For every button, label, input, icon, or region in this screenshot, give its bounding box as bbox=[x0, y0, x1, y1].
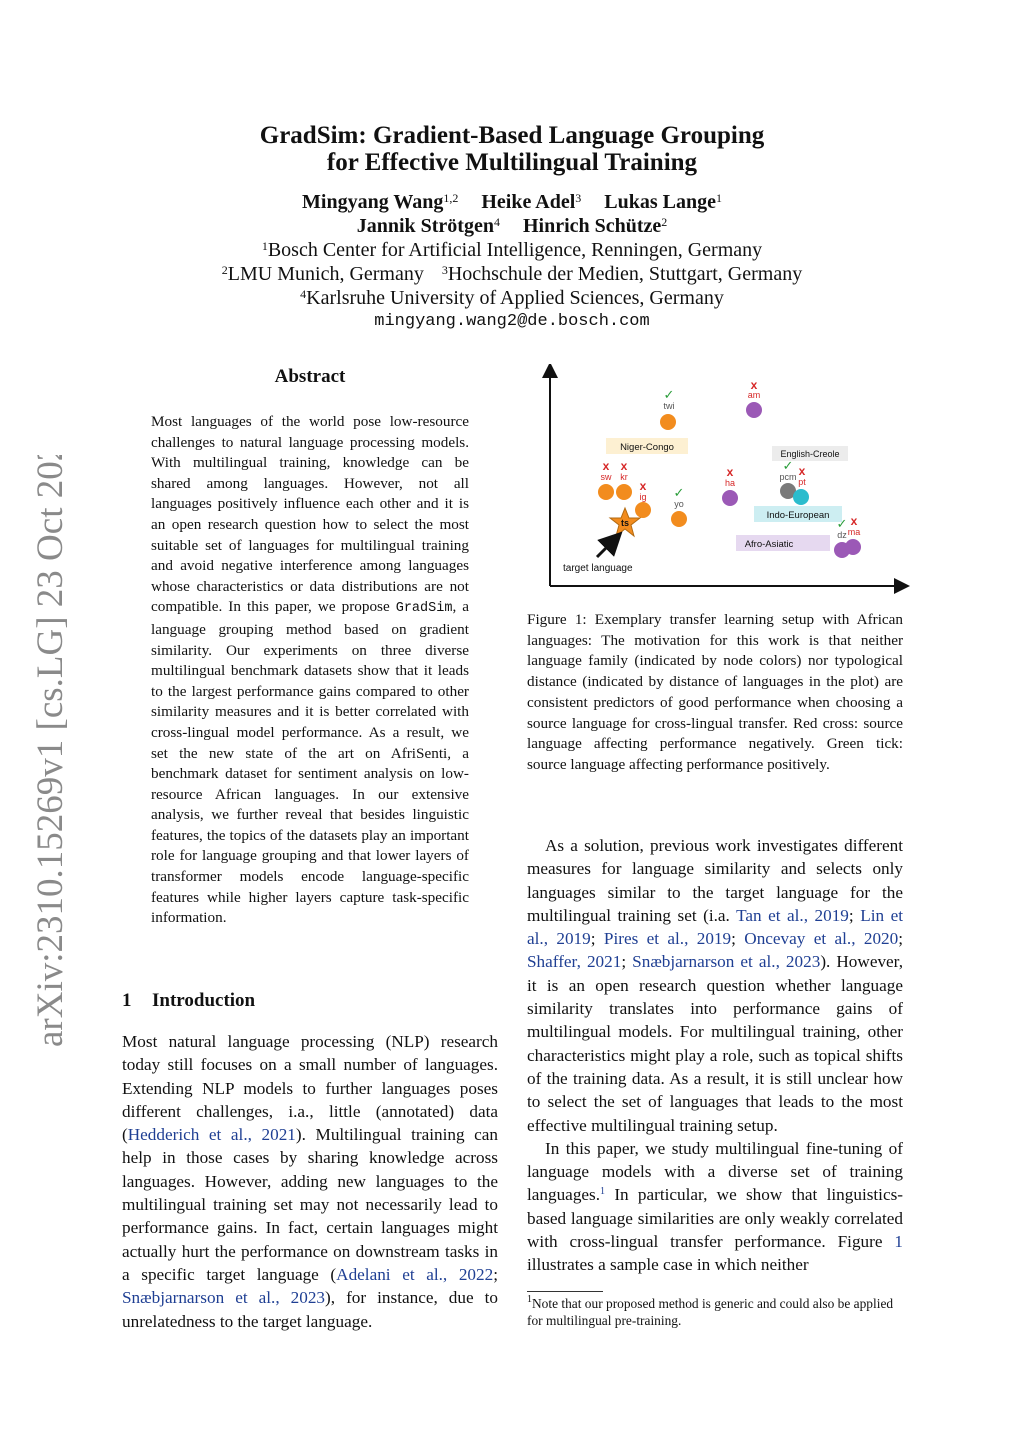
citation-link[interactable]: Shaffer, 2021 bbox=[527, 952, 622, 972]
lang-label-ig: ig bbox=[639, 492, 647, 502]
right-column-text bbox=[527, 834, 903, 1277]
author-sup: 4 bbox=[493, 215, 500, 229]
author-sup: 2 bbox=[661, 215, 668, 229]
lang-label-dz: dz bbox=[837, 530, 847, 540]
footnote: $^1$Note that our proposed method is generic and could also be applied for multilingual pre-training. bbox=[527, 1294, 894, 1328]
affiliation-1: $^1$Bosch Center for Artificial Intelligence, Renningen, Germany bbox=[261, 239, 763, 261]
node-am bbox=[746, 402, 762, 418]
author-name: Mingyang Wang bbox=[302, 191, 444, 213]
figure-caption: Figure 1: Exemplary transfer learning setup with African languages: The motivation for this work is that neither language family (indicated by node colors) nor typological distance (indicated by distance of languages in the plot) are consistent predictors of good performance when choosing a source language for cross-lingual transfer. Red cross: source language affecting performance negatively. Green tick: source language affecting performance positively. bbox=[527, 611, 903, 773]
cross-mark-ma: x bbox=[850, 514, 858, 528]
cross-mark-ig: x bbox=[639, 479, 647, 493]
cross-mark-ha: x bbox=[726, 465, 734, 479]
affiliation-2-3: $^2$LMU Munich, Germany $^3$Hochschule der Medien, Stuttgart, Germany bbox=[221, 263, 803, 285]
group-label-indo-european: Indo-European bbox=[766, 510, 830, 521]
tick-mark-dz: ✓ bbox=[836, 516, 848, 531]
node-kr bbox=[616, 484, 632, 500]
node-yo bbox=[671, 511, 687, 527]
footnote-ref[interactable]: 1 bbox=[600, 1186, 606, 1198]
title-line-1: GradSim: Gradient-Based Language Grouping bbox=[259, 122, 765, 149]
citation-link[interactable]: Lin et al., 2019 bbox=[527, 905, 903, 949]
lang-label-ha: ha bbox=[724, 478, 736, 488]
cross-mark-kr: x bbox=[620, 459, 628, 473]
lang-label-sw: sw bbox=[600, 472, 612, 482]
affiliation-4: $^4$Karlsruhe University of Applied Sciences, Germany bbox=[300, 287, 724, 309]
author-email[interactable]: mingyang.wang2@de.bosch.com bbox=[374, 312, 650, 331]
arxiv-id: arXiv:2310.15269v1 [cs.LG] 23 Oct 2023 bbox=[30, 455, 71, 1047]
node-twi bbox=[660, 414, 676, 430]
lang-label-am: am bbox=[747, 390, 761, 400]
lang-label-yo: yo bbox=[674, 499, 684, 509]
paper-title bbox=[0, 122, 1024, 176]
target-arrow bbox=[597, 540, 614, 557]
figure-ref[interactable]: 1 bbox=[894, 1232, 903, 1252]
citation-link[interactable]: Tan et al., 2019 bbox=[736, 905, 849, 925]
target-language-label: target language bbox=[563, 563, 633, 574]
citation-link[interactable]: Snæbjarnarson et al., 2023 bbox=[632, 952, 821, 972]
tick-mark-yo: ✓ bbox=[673, 485, 685, 500]
node-ma bbox=[845, 539, 861, 555]
intro-paragraph-1: Most natural language processing (NLP) research today still focuses on a small number of languages. Extending NLP models to further languages poses different challenges, i.a., little (annotated) data (Hedderich et al., 2021). Multilingual training can help in those cases by sharing knowledge across languages. However, adding new languages to the multilingual training set may not necessarily lead to performance gains. In fact, certain languages might actually hurt the performance on downstream tasks in a specific target language (Adelani et al., 2022; Snæbjarnarson et al., 2023), for instance, due to unrelatedness to the target language. bbox=[122, 1032, 499, 1331]
citation-link[interactable]: Snæbjarnarson et al., 2023 bbox=[122, 1288, 326, 1308]
node-ha bbox=[722, 490, 738, 506]
lang-label-twi: twi bbox=[663, 401, 675, 411]
author-line-1 bbox=[0, 190, 1024, 214]
abstract-heading: Abstract bbox=[274, 366, 346, 387]
citation-link[interactable]: Oncevay et al., 2020 bbox=[744, 929, 899, 949]
node-sw bbox=[598, 484, 614, 500]
lang-label-ma: ma bbox=[847, 527, 861, 537]
method-name: GradSim bbox=[395, 601, 453, 617]
citation-link[interactable]: Adelani et al., 2022 bbox=[336, 1264, 494, 1284]
tick-mark-twi: ✓ bbox=[663, 387, 675, 402]
cross-mark-pt: x bbox=[798, 464, 806, 478]
author-sup: 1 bbox=[715, 191, 722, 205]
group-label-english-creole: English-Creole bbox=[780, 449, 840, 459]
author-name: Lukas Lange bbox=[604, 191, 716, 213]
author-sup: 1,2 bbox=[443, 191, 459, 205]
paragraph-solution: As a solution, previous work investigates different measures for language similarity and selects only languages similar to the target language for the multilingual training set (i.a. Tan et al., 2019; Lin et al., 2019; Pires et al., 2019; Oncevay et al., 2020; Shaffer, 2021; Snæbjarnarson et al., 2023). However, it is an open research question whether language similarity translates into performance gains of multilingual models. For multilingual training, other characteristics might play a role, such as topical shifts of the training data. As a result, it is still unclear how to select the set of languages that leads to the most effective multilingual training setup. bbox=[527, 836, 904, 1135]
author-block bbox=[0, 190, 1024, 334]
group-label-niger-congo: Niger-Congo bbox=[620, 442, 674, 453]
paragraph-this-paper: In this paper, we study multilingual fine-tuning of language models with a diverse set of training languages.$^1$ In particular, we show that linguistics-based language similarities are only weakly correlated with cross-lingual transfer performance. Figure 1 illustrates a sample case in which neither bbox=[527, 1138, 903, 1275]
author-name: Hinrich Schütze bbox=[522, 215, 662, 237]
abstract-text: Most languages of the world pose low-resource challenges to natural language processing models. With multilingual training, knowledge can be shared among languages. However, not all languages positively influence each other and it is an open research question how to select the most suitable set of languages for multilingual training and avoid negative interference among languages whose characteristics or data distributions are not compatible. In this paper, we propose GradSim, a language grouping method based on gradient similarity. Our experiments on three diverse multilingual benchmark datasets show that it leads to the largest performance gains compared to other similarity measures and it is better correlated with cross-lingual model performance. As a result, we set the new state of the art on AfriSenti, a benchmark dataset for sentiment analysis on low-resource African languages. In our extensive analysis, we further reveal that besides linguistic features, the topics of the datasets play an important role for language grouping and that lower layers of transformer models encode language-specific features while higher layers capture task-specific information. bbox=[151, 413, 469, 927]
figure-1 bbox=[540, 364, 912, 596]
author-sup: 3 bbox=[575, 191, 582, 205]
citation-link[interactable]: Pires et al., 2019 bbox=[603, 929, 732, 949]
cross-mark-sw: x bbox=[602, 459, 610, 473]
footnote-rule bbox=[527, 1291, 603, 1292]
node-pt bbox=[793, 489, 809, 505]
arxiv-side-stamp bbox=[8, 455, 78, 1050]
tick-mark-pcm: ✓ bbox=[782, 458, 794, 473]
author-line-2 bbox=[0, 214, 1024, 238]
figure-1-plot bbox=[540, 364, 912, 596]
lang-label-ts: ts bbox=[620, 518, 630, 528]
citation-link[interactable]: Hedderich et al., 2021 bbox=[127, 1125, 296, 1145]
title-line-2: for Effective Multilingual Training bbox=[326, 149, 698, 176]
node-ig bbox=[635, 502, 651, 518]
lang-label-pcm: pcm bbox=[779, 472, 797, 482]
group-label-afro-asiatic: Afro-Asiatic bbox=[744, 539, 794, 550]
cross-mark-am: x bbox=[750, 378, 758, 392]
author-name: Jannik Strötgen bbox=[356, 215, 494, 237]
lang-label-kr: kr bbox=[620, 472, 628, 482]
section-heading-introduction: 1 Introduction bbox=[122, 990, 256, 1011]
author-name: Heike Adel bbox=[481, 191, 576, 213]
lang-label-pt: pt bbox=[798, 477, 806, 487]
